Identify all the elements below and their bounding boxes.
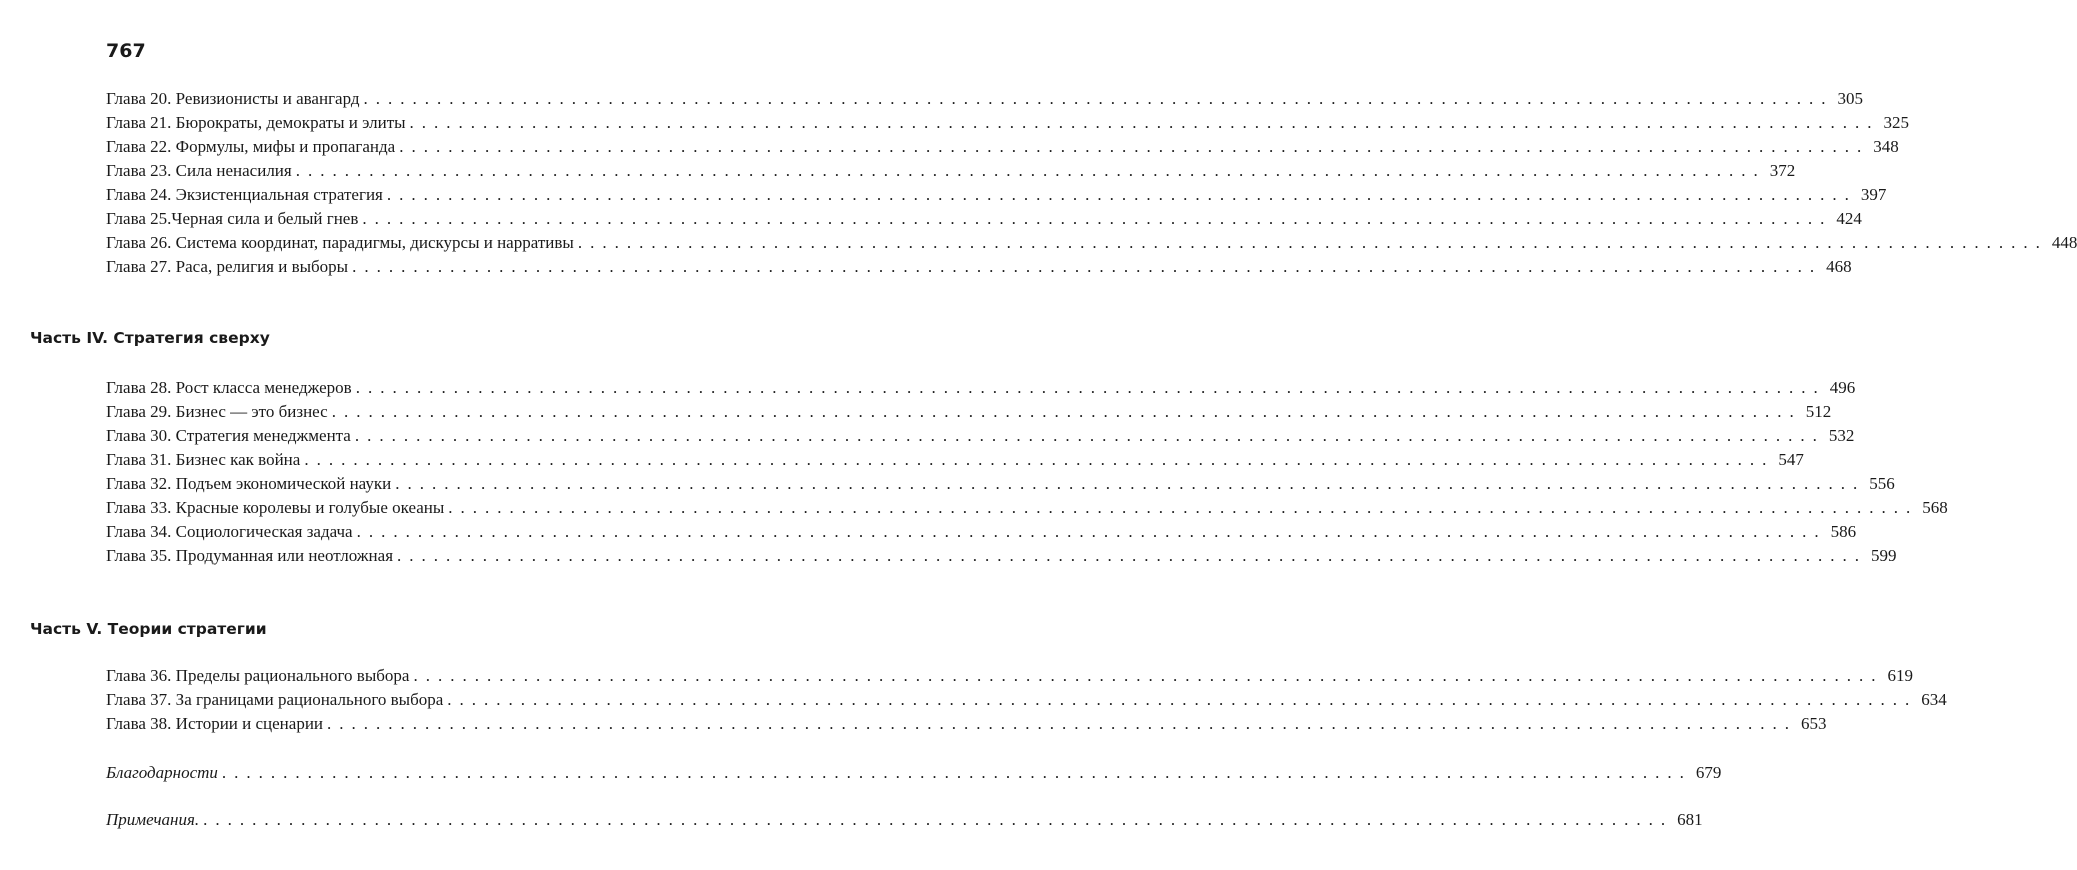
chapter-title: Глава 20. Ревизионисты и авангард	[106, 89, 360, 108]
chapter-title: Глава 32. Подъем экономической науки	[106, 474, 392, 493]
toc-row-ch21[interactable]	[106, 111, 1910, 135]
chapter-page: 556	[1869, 474, 1895, 493]
back-matter-page: 681	[1677, 810, 1703, 829]
page-number: 767	[106, 40, 146, 62]
dot-leader: ........................................................................................................................	[386, 185, 1857, 204]
chapter-title: Глава 26. Система координат, парадигмы, дискурсы и нарративы	[106, 233, 574, 252]
dot-leader: ........................................................................................................................	[355, 378, 1826, 397]
dot-leader: ........................................................................................................................	[397, 546, 1868, 565]
chapter-title: Глава 24. Экзистенциальная стратегия	[106, 185, 383, 204]
toc-row-ch20[interactable]	[106, 87, 1864, 111]
chapter-page: 424	[1836, 209, 1862, 228]
chapter-title: Глава 38. Истории и сценарии	[106, 714, 324, 733]
toc-row-ch32[interactable]	[106, 472, 1895, 496]
dot-leader: ........................................................................................................................	[577, 233, 2048, 252]
chapter-page: 348	[1873, 137, 1899, 156]
chapter-page: 512	[1805, 402, 1832, 421]
dot-leader: ........................................................................................................................	[295, 161, 1766, 180]
part-iv-heading: Часть IV. Стратегия сверху	[30, 329, 270, 347]
dot-leader: ........................................................................................................................	[447, 690, 1918, 709]
chapter-page: 547	[1778, 450, 1804, 469]
chapter-title: Глава 33. Красные королевы и голубые океаны	[106, 498, 445, 517]
chapter-title: Глава 31. Бизнес как война	[106, 450, 301, 469]
dot-leader: ........................................................................................................................	[362, 209, 1833, 228]
dot-leader: ........................................................................................................................	[409, 113, 1880, 132]
chapter-page: 372	[1769, 161, 1796, 180]
toc-row-ch25[interactable]	[106, 207, 1862, 231]
chapter-page: 325	[1883, 113, 1910, 132]
chapter-page: 619	[1887, 666, 1913, 685]
dot-leader: ........................................................................................................................	[304, 450, 1775, 469]
chapter-page: 532	[1828, 426, 1855, 445]
toc-acknowledgements	[106, 761, 1722, 785]
chapter-page: 448	[2051, 233, 2077, 252]
dot-leader: ........................................................................................................................	[413, 666, 1884, 685]
part-v-heading: Часть V. Теории стратегии	[30, 620, 267, 638]
chapter-page: 599	[1871, 546, 1897, 565]
toc-row-ch34[interactable]	[106, 520, 1857, 544]
chapter-title: Глава 35. Продуманная или неотложная	[106, 546, 394, 565]
toc-row-ch26[interactable]	[106, 231, 2077, 255]
chapter-page: 397	[1860, 185, 1887, 204]
toc-row-ch24[interactable]	[106, 183, 1887, 207]
toc-row-ch27[interactable]	[106, 255, 1852, 279]
chapter-title: Глава 29. Бизнес — это бизнес	[106, 402, 328, 421]
chapter-page: 568	[1922, 498, 1948, 517]
toc-row-ch23[interactable]	[106, 159, 1796, 183]
chapter-page: 586	[1830, 522, 1857, 541]
toc-group-part-iii	[106, 87, 2077, 279]
back-matter-page: 679	[1695, 763, 1722, 782]
dot-leader: ........................................................................................................................	[399, 137, 1870, 156]
toc-row-ch29[interactable]	[106, 400, 1832, 424]
chapter-page: 653	[1801, 714, 1827, 733]
chapter-page: 634	[1921, 690, 1947, 709]
dot-leader: ........................................................................................................................	[331, 402, 1802, 421]
toc-row-ch37[interactable]	[106, 688, 1947, 712]
chapter-page: 496	[1829, 378, 1856, 397]
toc-row-notes[interactable]	[106, 808, 1703, 832]
dot-leader: ........................................................................................................................	[221, 763, 1692, 782]
back-matter-title: Благодарности	[106, 763, 218, 782]
dot-leader: ........................................................................................................................	[327, 714, 1798, 733]
toc-row-ch30[interactable]	[106, 424, 1855, 448]
dot-leader: ........................................................................................................................	[352, 257, 1823, 276]
toc-row-ch33[interactable]	[106, 496, 1948, 520]
toc-row-ch28[interactable]	[106, 376, 1856, 400]
chapter-title: Глава 23. Сила ненасилия	[106, 161, 292, 180]
chapter-page: 305	[1837, 89, 1864, 108]
toc-row-ch35[interactable]	[106, 544, 1897, 568]
dot-leader: ........................................................................................................................	[354, 426, 1825, 445]
dot-leader: ........................................................................................................................	[203, 810, 1674, 829]
chapter-title: Глава 21. Бюрократы, демократы и элиты	[106, 113, 406, 132]
chapter-title: Глава 34. Социологическая задача	[106, 522, 353, 541]
chapter-title: Глава 27. Раса, религия и выборы	[106, 257, 349, 276]
dot-leader: ........................................................................................................................	[395, 474, 1866, 493]
chapter-title: Глава 37. За границами рационального выбора	[106, 690, 444, 709]
toc-row-ch31[interactable]	[106, 448, 1804, 472]
toc-group-part-v	[106, 664, 1947, 736]
chapter-title: Глава 22. Формулы, мифы и пропаганда	[106, 137, 396, 156]
toc-notes	[106, 808, 1703, 832]
toc-group-part-iv	[106, 376, 1948, 568]
toc-row-ch36[interactable]	[106, 664, 1913, 688]
chapter-page: 468	[1826, 257, 1852, 276]
chapter-title: Глава 36. Пределы рационального выбора	[106, 666, 410, 685]
dot-leader: ........................................................................................................................	[448, 498, 1919, 517]
chapter-title: Глава 28. Рост класса менеджеров	[106, 378, 352, 397]
dot-leader: ........................................................................................................................	[363, 89, 1834, 108]
dot-leader: ........................................................................................................................	[356, 522, 1827, 541]
toc-row-acknowledgements[interactable]	[106, 761, 1722, 785]
chapter-title: Глава 25.Черная сила и белый гнев	[106, 209, 359, 228]
back-matter-title: Примечания.	[106, 810, 200, 829]
toc-row-ch38[interactable]	[106, 712, 1827, 736]
chapter-title: Глава 30. Стратегия менеджмента	[106, 426, 351, 445]
toc-row-ch22[interactable]	[106, 135, 1899, 159]
